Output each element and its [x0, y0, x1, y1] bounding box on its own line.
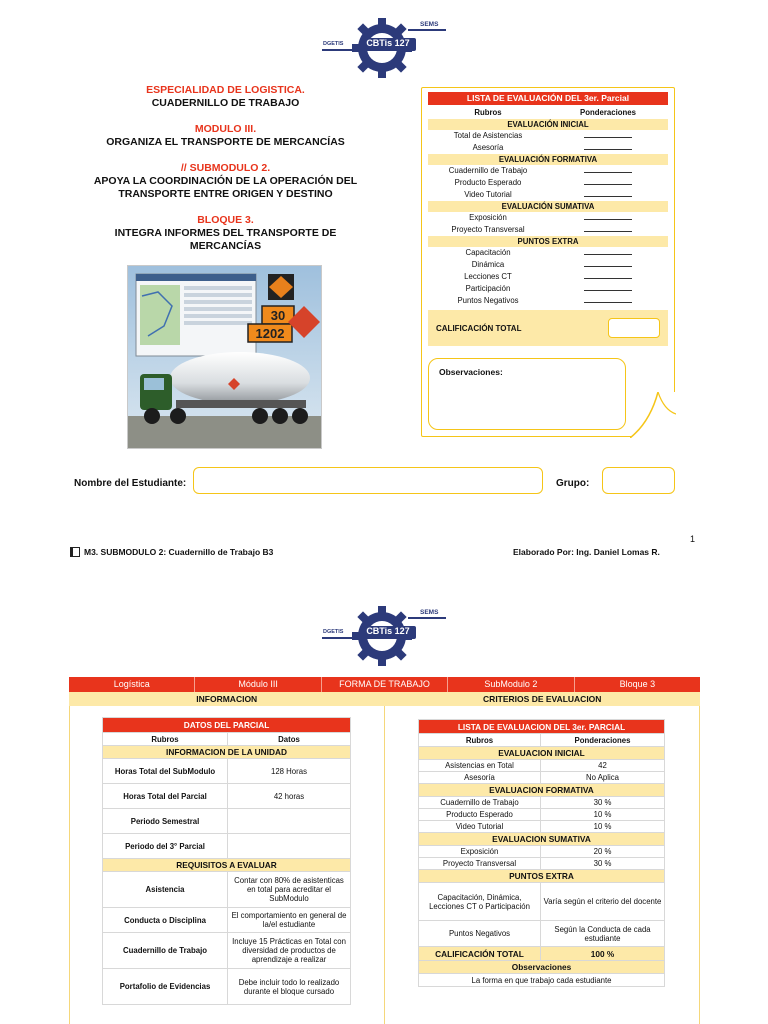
logo-brand: CBTis 127 [366, 38, 410, 48]
table-row: Asesoría No Aplica [419, 772, 665, 784]
eval-card-title: LISTA DE EVALUACIÓN DEL 3er. Parcial [428, 92, 668, 105]
table-row: Producto Esperado 10 % [419, 809, 665, 821]
lista-evaluacion-table: LISTA DE EVALUACION DEL 3er. PARCIAL Rubros Ponderaciones EVALUACION INICIAL Asistencias en Total 42 Asesoría No Aplica EVALUACION FORMATIVA Cuadernillo de Trabajo 30 % Producto Esperado 10 % Video Tutorial 10 % EVALUACION SUMATIVA Exposición 20 % Proyecto Transversal 30 % PUNTOS EXTRA Capacitación, Dinámica, Lecciones CT o Participación Varía según el criterio del docente Puntos Negativos Según la Conducta de cada estudiante CALIFICACIÓN TOTAL 100 % Observaciones La forma en que trabajo cada estudiante [418, 719, 665, 987]
blank-line [584, 247, 632, 255]
table-row: Exposición 20 % [419, 846, 665, 858]
submodulo-title-line2: TRANSPORTE ENTRE ORIGEN Y DESTINO [118, 188, 333, 200]
table-row: Portafolio de Evidencias Debe incluir todo lo realizado durante el bloque cursado [103, 969, 351, 1005]
datos-parcial-table [102, 717, 351, 1005]
lista-obs-label: Observaciones [419, 961, 665, 974]
lista-obs-text: La forma en que trabajo cada estudiante [419, 974, 665, 987]
bloque-title: INTEGRA INFORMES DEL TRANSPORTE DE MERCANCÍAS [114, 227, 337, 252]
total-score-field[interactable] [608, 318, 660, 338]
table-row: Proyecto Transversal 30 % [419, 858, 665, 870]
bar-logistica: Logística [69, 677, 195, 692]
page-number: 1 [690, 534, 696, 544]
tanker-truck-illustration [128, 266, 322, 449]
bar-forma: FORMA DE TRABAJO [322, 677, 448, 692]
evaluation-card [421, 87, 675, 437]
page-curl-icon [630, 392, 676, 438]
eval-row: Proyecto Transversal [428, 224, 668, 236]
eval-row: Cuadernillo de Trabajo [428, 165, 668, 177]
student-name-label: Nombre del Estudiante: [74, 478, 187, 489]
footer-left [70, 547, 273, 557]
eval-row: Puntos Negativos [428, 295, 668, 307]
blank-line [584, 212, 632, 220]
datos-info-section: INFORMACION DE LA UNIDAD [103, 746, 351, 759]
modulo-label: MODULO III. [194, 123, 257, 135]
eval-row: Exposición [428, 212, 668, 224]
sub-criterios: CRITERIOS DE EVALUACION [483, 694, 602, 704]
table-row: Cuadernillo de Trabajo Incluye 15 Prácticas en Total con diversidad de productos de aprendizaje a realizar [103, 933, 351, 969]
table-row: Periodo Semestral [103, 809, 351, 834]
lista-total-label: CALIFICACIÓN TOTAL [419, 947, 541, 961]
eval-row: Producto Esperado [428, 177, 668, 189]
eval-card-header [428, 107, 668, 119]
student-name-input[interactable] [193, 467, 543, 494]
blank-line [584, 142, 632, 150]
eval-col-rubros: Rubros [474, 108, 502, 117]
table-row: Periodo del 3° Parcial [103, 834, 351, 859]
blank-line [584, 130, 632, 138]
cover-headings [88, 84, 363, 253]
cbtis-logo [320, 14, 450, 84]
logo-brand: CBTis 127 [366, 626, 410, 636]
table-row: Asistencias en Total 42 [419, 760, 665, 772]
bar-modulo: Módulo III [195, 677, 321, 692]
book-icon [70, 547, 80, 557]
eval-row: Total de Asistencias [428, 130, 668, 142]
cuadernillo-title: CUADERNILLO DE TRABAJO [151, 97, 300, 109]
eval-section-sumativa: EVALUACIÓN SUMATIVA [428, 201, 668, 213]
table-row: Cuadernillo de Trabajo 30 % [419, 797, 665, 809]
eval-total-label: CALIFICACIÓN TOTAL [436, 323, 522, 333]
observaciones-field[interactable] [428, 358, 626, 430]
eval-col-ponderaciones: Ponderaciones [580, 108, 636, 117]
hazard-sign-top: 30 [270, 308, 286, 323]
table-row: Video Tutorial 10 % [419, 821, 665, 833]
table-row: Capacitación, Dinámica, Lecciones CT o Participación Varía según el criterio del docente [419, 883, 665, 921]
blank-line [584, 189, 632, 197]
lista-title: LISTA DE EVALUACION DEL 3er. PARCIAL [419, 720, 665, 734]
page2-divider [384, 706, 385, 1024]
logo-tag-left: DGETIS [323, 41, 344, 47]
datos-req-section: REQUISITOS A EVALUAR [103, 859, 351, 872]
datos-col-rubros: Rubros [103, 733, 228, 746]
blank-line [584, 271, 632, 279]
especialidad-title: ESPECIALIDAD DE LOGISTICA. [146, 84, 305, 96]
grupo-label: Grupo: [556, 478, 590, 489]
logo-tag-right: SEMS [420, 609, 439, 616]
datos-col-datos: Datos [228, 733, 351, 746]
blank-line [584, 165, 632, 173]
eval-row: Dinámica [428, 259, 668, 271]
lista-col-ponderaciones: Ponderaciones [541, 734, 665, 747]
eval-row: Lecciones CT [428, 271, 668, 283]
eval-row: Capacitación [428, 247, 668, 259]
eval-section-extra: PUNTOS EXTRA [428, 236, 668, 248]
table-row: Asistencia Contar con 80% de asistenticas en total para acreditar el SubModulo [103, 872, 351, 908]
submodulo-label: // SUBMODULO 2. [180, 162, 271, 174]
page2-subheader [69, 692, 700, 706]
eval-section-formativa: EVALUACIÓN FORMATIVA [428, 154, 668, 166]
eval-total-row [428, 310, 668, 346]
table-row: Puntos Negativos Según la Conducta de cada estudiante [419, 921, 665, 947]
logo-tag-right: SEMS [420, 21, 439, 28]
datos-title: DATOS DEL PARCIAL [103, 718, 351, 733]
bloque-label: BLOQUE 3. [197, 214, 254, 226]
sub-informacion: INFORMACION [196, 694, 258, 704]
eval-row: Asesoría [428, 142, 668, 154]
modulo-title: ORGANIZA EL TRANSPORTE DE MERCANCÍAS [106, 136, 345, 148]
hazard-sign-bottom: 1202 [255, 326, 285, 341]
eval-row: Participación [428, 283, 668, 295]
table-row: Horas Total del SubModulo 128 Horas [103, 759, 351, 784]
bar-bloque: Bloque 3 [619, 679, 656, 689]
blank-line [584, 295, 632, 303]
blank-line [584, 259, 632, 267]
lista-col-rubros: Rubros [419, 734, 541, 747]
lista-total-value: 100 % [541, 947, 665, 961]
table-row: Conducta o Disciplina El comportamiento en general de la/el estudiante [103, 908, 351, 933]
bar-submodulo: SubModulo 2 [448, 677, 574, 692]
blank-line [584, 177, 632, 185]
footer-right-text: Elaborado Por: Ing. Daniel Lomas R. [513, 547, 660, 557]
footer-left-text: M3. SUBMODULO 2: Cuadernillo de Trabajo B3 [84, 547, 274, 557]
eval-row: Video Tutorial [428, 189, 668, 201]
blank-line [584, 224, 632, 232]
grupo-input[interactable] [602, 467, 675, 494]
submodulo-title-line1: APOYA LA COORDINACIÓN DE LA OPERACIÓN DEL [93, 175, 358, 187]
cover-photo [127, 265, 322, 449]
cbtis-logo-page2 [320, 602, 450, 672]
observaciones-label: Observaciones: [439, 367, 503, 377]
eval-section-inicial: EVALUACIÓN INICIAL [428, 119, 668, 131]
blank-line [584, 283, 632, 291]
table-row: Horas Total del Parcial 42 horas [103, 784, 351, 809]
logo-tag-left: DGETIS [323, 629, 344, 635]
page2-header-bar [69, 677, 700, 692]
